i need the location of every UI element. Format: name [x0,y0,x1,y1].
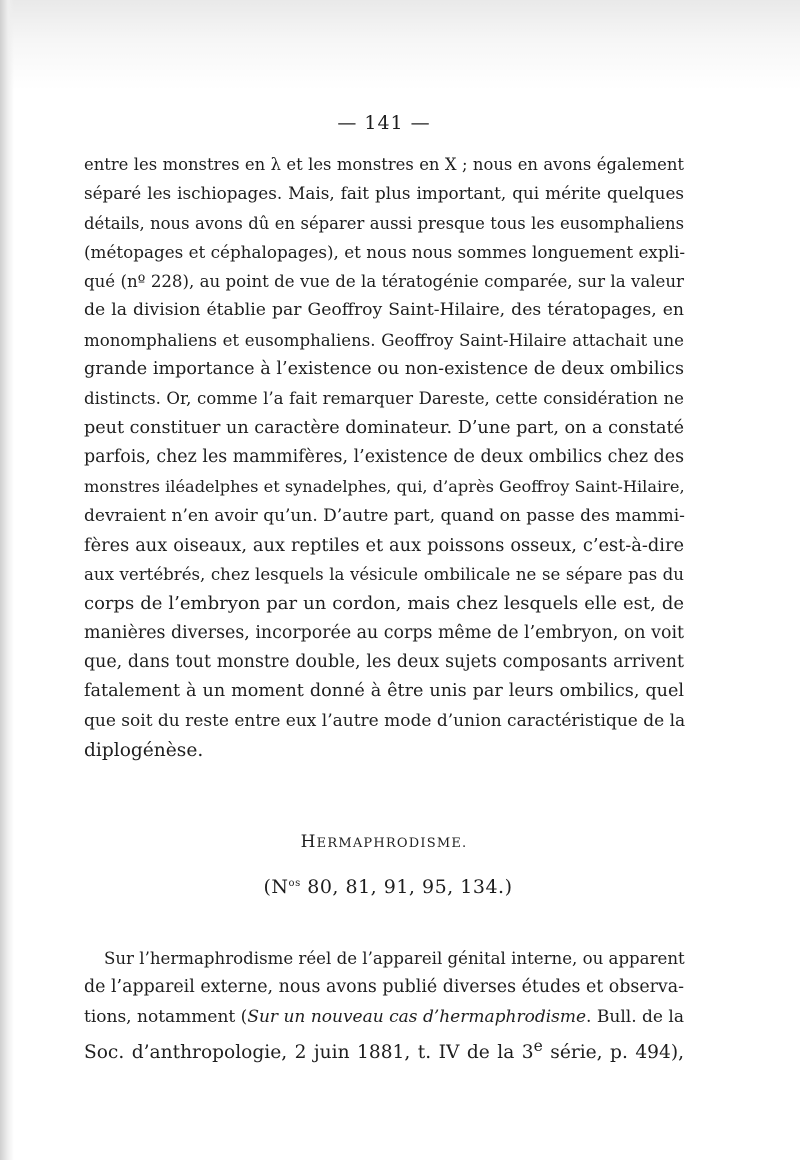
text-line: (métopages et céphalopages), et nous nous sommes longuement expli- [84,241,686,262]
page-number: — 141 — [337,112,431,134]
text-line: grande importance à l’existence ou non-existence de deux ombilics [84,359,684,380]
text-line [84,1032,684,1067]
text-line: manières diverses, incorporée au corps même de l’embryon, on voit [84,622,684,643]
section-heading-hermaphrodisme [0,832,768,852]
text-line: parfois, chez les mammifères, l’existence de deux ombilics chez des [84,446,684,467]
text-line: corps de l’embryon par un cordon, mais chez lesquels elle est, de [84,593,684,615]
text-line: monomphaliens et eusomphaliens. Geoffroy Saint-Hilaire attachait une [84,330,684,350]
text-line: entre les monstres en λ et les monstres en X ; nous en avons également [84,155,684,174]
text-line: distincts. Or, comme l’a fait remarquer Dareste, cette considération ne [84,389,684,409]
text-line: aux vertébrés, chez lesquels la vésicule ombilicale ne se sépare pas du [84,565,684,585]
text-line: détails, nous avons dû en séparer aussi presque tous les eusomphaliens [84,213,684,233]
text-line: séparé les ischiopages. Mais, fait plus important, qui mérite quelques [84,183,684,204]
text-line: de l’appareil externe, nous avons publié diverses études et observa- [84,977,684,998]
text-line: fères aux oiseaux, aux reptiles et aux poissons osseux, c’est-à-dire [84,534,684,556]
line3-before: tions, notamment ( [84,1006,248,1027]
text-line: peut constituer un caractère dominateur. D’une part, on a constaté [84,417,684,438]
text-line: de la division établie par Geoffroy Saint-Hilaire, des tératopages, en [84,300,684,321]
text-line: Sur l’hermaphrodisme réel de l’appareil génital interne, ou apparent [104,949,685,968]
line3-after: . Bull. de la [586,1006,684,1027]
text-line: que soit du reste entre eux l’autre mode d’union caractéristique de la [84,710,686,731]
text-line: monstres iléadelphes et synadelphes, qui, d’après Geoffroy Saint-Hilaire, [84,477,685,497]
series-superscript: e [533,1036,543,1055]
nums-list: 80, 81, 91, 95, 134.) [300,876,513,898]
text-line: qué (nº 228), au point de vue de la tératogénie comparée, sur la valeur [84,272,684,292]
heading-rest: ERMAPHRODISME. [316,836,468,851]
text-line: diplogénèse. [84,739,204,761]
nums-open: (N [263,876,289,898]
nums-superscript: os [288,878,301,889]
text-line: fatalement à un moment donné à être unis par leurs ombilics, quel [84,681,684,702]
text-line [84,1003,684,1032]
article-title-italic: Sur un nouveau cas d’hermaphrodisme [247,1006,587,1027]
paragraph-monstres-doubles [84,150,684,765]
page-edge-shadow [0,0,14,1160]
text-line: que, dans tout monstre double, les deux sujets composants arrivent [84,652,684,673]
paragraph-hermaphrodisme [84,944,684,1067]
line4-after: série, p. 494), [542,1042,684,1064]
text-line: devraient n’en avoir qu’un. D’autre part, quand on passe des mammi- [84,505,685,526]
section-reference-numbers [0,876,776,898]
line4-before: Soc. d’anthropologie, 2 juin 1881, t. IV de la 3 [84,1042,534,1064]
heading-initial: H [300,832,317,852]
